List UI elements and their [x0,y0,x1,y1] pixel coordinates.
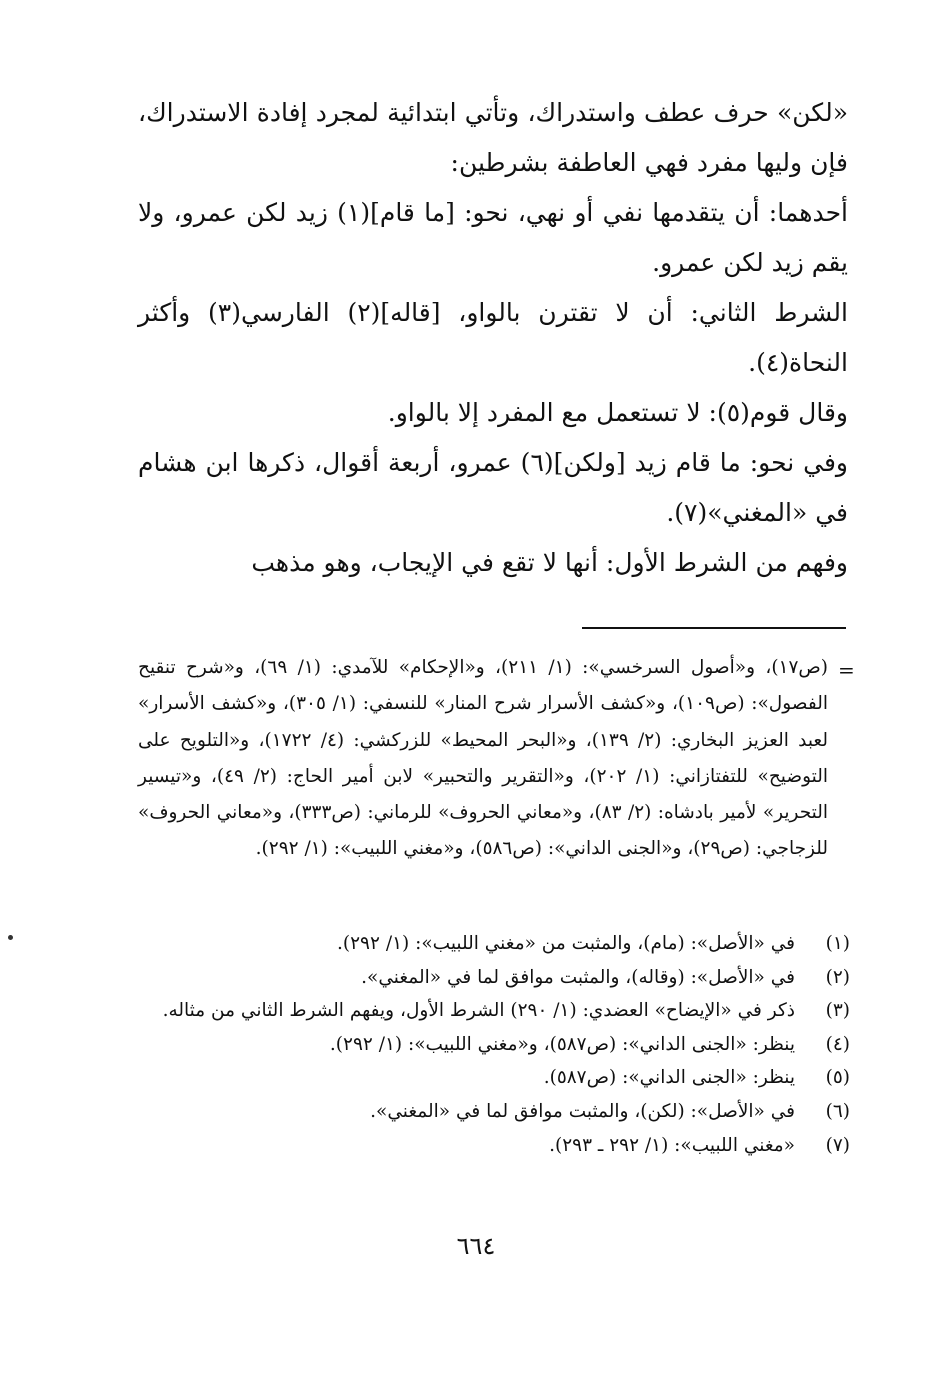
footnote-text: في «الأصل»: (وقاله)، والمثبت موافق لما في «المغني». [361,966,795,988]
footnote-number: (٤) [825,1033,850,1055]
footnote [150,1129,850,1163]
footnote-text: في «الأصل»: (مام)، والمثبت من «مغني اللبيب»: (١/ ٢٩٢). [337,933,795,954]
footnote [150,961,850,995]
footnote-number: (٢) [825,966,850,988]
footnote-continuation-marker: = [838,658,855,682]
footnote [150,994,850,1028]
paragraph: وفهم من الشرط الأول: أنها لا تقع في الإيجاب، وهو مذهب [251,548,848,577]
footnote [150,1061,850,1095]
footnote-continuation: (ص١٧)، و«أصول السرخسي»: (١/ ٢١١)، و«الإحكام» للآمدي: (١/ ٦٩)، و«شرح تنقيح الفصول»: (ص١٠٩)، و«كشف الأسرار شرح المنار» للنسفي: (١/ ٣٠٥)، و«كشف الأسرار» لعبد العزيز البخاري: (٢/ ١٣٩)، و«البحر المحيط» للزركشي: (٤/ ١٧٢٢)، و«التلويح على التوضيح» للتفتازاني: (١/ ٢٠٢)، و«التقرير والتحبير» لابن أمير الحاج: (٢/ ٤٩)، و«تيسير التحرير» لأمير بادشاه: (٢/ ٨٣)، و«معاني الحروف» للرماني: (ص٣٣٣)، و«معاني الحروف» للزجاجي: (ص٢٩)، و«الجنى الداني»: (ص٥٨٦)، و«مغني اللبيب»: (١/ ٢٩٢). [138,657,829,860]
footnote-text: ينظر: «الجنى الداني»: (ص٥٨٧). [543,1067,795,1089]
paragraph: الشرط الثاني: أن لا تقترن بالواو، [قاله](٢) الفارسي(٣) وأكثر النحاة(٤). [138,298,848,377]
paragraph: وقال قوم(٥): لا تستعمل مع المفرد إلا بالواو. [387,398,848,427]
paragraph: وفي نحو: ما قام زيد [ولكن](٦) عمرو، أربعة أقوال، ذكرها ابن هشام في «المغني»(٧). [138,448,848,527]
footnote [150,1095,850,1129]
paragraph: أحدهما: أن يتقدمها نفي أو نهي، نحو: [ما قام](١) زيد لكن عمرو، ولا يقم زيد لكن عمرو. [138,198,848,277]
footnotes [150,927,850,1162]
paragraph: «لكن» حرف عطف واستدراك، وتأتي ابتدائية لمجرد إفادة الاستدراك، فإن وليها مفرد فهي العاطفة بشرطين: [138,98,848,177]
footnote-text: في «الأصل»: (لكن)، والمثبت موافق لما في «المغني». [370,1100,795,1122]
footnote [150,1028,850,1062]
footnote-text: «مغني اللبيب»: (١/ ٢٩٢ ـ ٢٩٣). [549,1134,795,1156]
footnote-number: (٣) [825,1000,850,1022]
footnote-number: (٦) [825,1100,850,1122]
footnote-text: ينظر: «الجنى الداني»: (ص٥٨٧)، و«مغني اللبيب»: (١/ ٢٩٢). [329,1033,795,1055]
main-text [138,88,848,588]
footnote-divider [582,627,846,629]
footnote-number: (١) [825,933,850,954]
footnote-number: (٧) [825,1134,850,1156]
page-number: ٦٦٤ [456,1232,496,1260]
footnote-number: (٥) [825,1067,850,1089]
footnote [150,927,850,961]
scan-speck [8,935,13,940]
footnote-text: ذكر في «الإيضاح» العضدي: (١/ ٢٩٠) الشرط الأول، ويفهم الشرط الثاني من مثاله. [162,1000,795,1022]
